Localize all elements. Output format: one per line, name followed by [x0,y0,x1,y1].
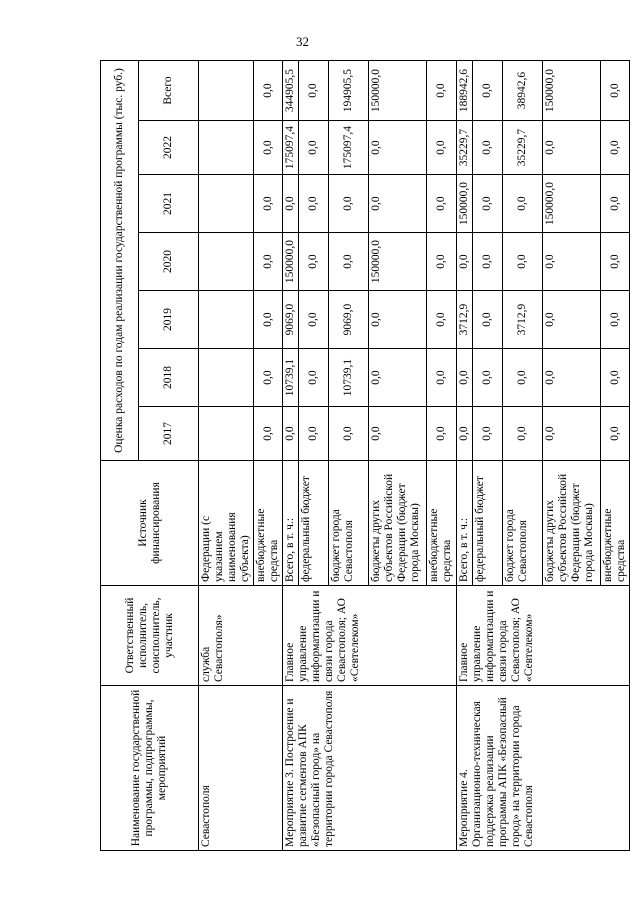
value-cell [199,407,254,461]
value-cell: 0,0 [473,291,503,349]
value-cell: 0,0 [299,407,329,461]
value-cell: 0,0 [254,349,283,407]
source-cell: внебюджетные средства [427,461,457,586]
value-cell: 0,0 [427,233,457,291]
value-cell: 175097,4 [283,121,299,175]
value-cell: 0,0 [503,349,543,407]
value-cell: 0,0 [601,407,630,461]
value-cell: 0,0 [369,121,427,175]
header-year: 2022 [139,121,199,175]
source-cell: бюджеты других субъектов Российской Федерации (бюджет города Москвы) [369,461,427,586]
header-year: 2019 [139,291,199,349]
value-cell: 0,0 [543,349,601,407]
source-cell: внебюджетные средства [254,461,283,586]
value-cell: 0,0 [299,233,329,291]
program-name-cell: Мероприятие 4. Организационно-техническая поддержка реализации программы АПК «Безопасный город» на территории города Севастополя [457,686,630,851]
value-cell: 0,0 [369,291,427,349]
value-cell: 0,0 [283,407,299,461]
source-cell: федеральный бюджет [299,461,329,586]
program-name-cell: Севастополя [199,686,283,851]
value-cell: 150000,0 [369,61,427,121]
source-cell: бюджет города Севастополя [329,461,369,586]
value-cell: 0,0 [601,233,630,291]
value-cell: 35229,7 [503,121,543,175]
value-cell: 0,0 [601,61,630,121]
value-cell: 194905,5 [329,61,369,121]
source-cell: федеральный бюджет [473,461,503,586]
value-cell: 38942,6 [503,61,543,121]
value-cell: 10739,1 [329,349,369,407]
source-cell: Всего, в т. ч.: [457,461,473,586]
value-cell: 150000,0 [457,175,473,233]
value-cell: 0,0 [601,349,630,407]
value-cell: 0,0 [254,61,283,121]
value-cell: 188942,6 [457,61,473,121]
header-year: 2021 [139,175,199,233]
page-number: 32 [296,34,309,49]
value-cell: 35229,7 [457,121,473,175]
value-cell: 0,0 [299,61,329,121]
value-cell: 0,0 [299,121,329,175]
value-cell: 0,0 [329,175,369,233]
value-cell: 0,0 [369,175,427,233]
value-cell: 0,0 [299,291,329,349]
value-cell: 0,0 [543,121,601,175]
header-year: 2018 [139,349,199,407]
value-cell: 0,0 [427,61,457,121]
value-cell: 0,0 [601,121,630,175]
value-cell: 10739,1 [283,349,299,407]
value-cell: 344905,5 [283,61,299,121]
value-cell: 0,0 [427,407,457,461]
value-cell: 0,0 [503,175,543,233]
value-cell [199,233,254,291]
value-cell: 0,0 [473,349,503,407]
value-cell: 0,0 [473,61,503,121]
value-cell [199,349,254,407]
value-cell: 0,0 [427,291,457,349]
value-cell: 0,0 [503,407,543,461]
value-cell: 0,0 [254,175,283,233]
rotated-table-wrapper [100,61,627,851]
value-cell: 150000,0 [543,61,601,121]
value-cell: 3712,9 [457,291,473,349]
program-name-cell: Мероприятие 3. Построение и развитие сегментов АПК «Безопасный город» на территории города Севастополя [283,686,457,851]
header-responsible: Ответственный исполнитель, соисполнитель, участник [101,586,199,686]
value-cell: 175097,4 [329,121,369,175]
source-cell: бюджеты других субъектов Российской Федерации (бюджет города Москвы) [543,461,601,586]
value-cell: 0,0 [427,121,457,175]
header-year: 2020 [139,233,199,291]
value-cell: 0,0 [254,291,283,349]
value-cell: 0,0 [457,407,473,461]
header-estimate: Оценка расходов по годам реализации государственной программы (тыс. руб.) [101,61,139,461]
header-source: Источник финансирования [101,461,199,586]
value-cell: 150000,0 [283,233,299,291]
value-cell: 0,0 [329,407,369,461]
value-cell: 150000,0 [543,175,601,233]
source-cell: Всего, в т. ч.: [283,461,299,586]
value-cell: 0,0 [457,349,473,407]
value-cell: 0,0 [543,291,601,349]
value-cell: 0,0 [369,407,427,461]
value-cell: 0,0 [369,349,427,407]
header-year: Всего [139,61,199,121]
value-cell: 0,0 [299,175,329,233]
value-cell: 150000,0 [369,233,427,291]
value-cell: 0,0 [329,233,369,291]
value-cell: 0,0 [473,233,503,291]
value-cell: 0,0 [601,291,630,349]
value-cell: 0,0 [473,175,503,233]
value-cell: 0,0 [299,349,329,407]
source-cell: бюджет города Севастополя [503,461,543,586]
value-cell: 0,0 [473,121,503,175]
responsible-cell: Главное управление информатизации и связи города Севастополя; АО «Севтелеком» [283,586,457,686]
value-cell: 0,0 [427,175,457,233]
table-row [283,61,299,851]
value-cell: 3712,9 [503,291,543,349]
value-cell: 0,0 [283,175,299,233]
value-cell: 0,0 [254,121,283,175]
value-cell: 0,0 [473,407,503,461]
value-cell [199,121,254,175]
budget-table [100,60,630,851]
responsible-cell: Главное управление информатизации и связи города Севастополя; АО «Севтелеком» [457,586,630,686]
value-cell: 0,0 [254,407,283,461]
value-cell: 0,0 [254,233,283,291]
value-cell: 0,0 [543,233,601,291]
value-cell [199,291,254,349]
value-cell [199,61,254,121]
value-cell: 0,0 [503,233,543,291]
table-row [199,61,254,851]
value-cell: 0,0 [457,233,473,291]
table-row [457,61,473,851]
value-cell: 0,0 [427,349,457,407]
value-cell: 9069,0 [283,291,299,349]
value-cell [199,175,254,233]
value-cell: 0,0 [543,407,601,461]
source-cell: внебюджетные средства [601,461,630,586]
header-year: 2017 [139,407,199,461]
header-name: Наименование государственной программы, подпрограммы, мероприятий [101,686,199,851]
value-cell: 9069,0 [329,291,369,349]
source-cell: Федерации (с указанием наименования субъекта) [199,461,254,586]
responsible-cell: служба Севастополя» [199,586,283,686]
value-cell: 0,0 [601,175,630,233]
